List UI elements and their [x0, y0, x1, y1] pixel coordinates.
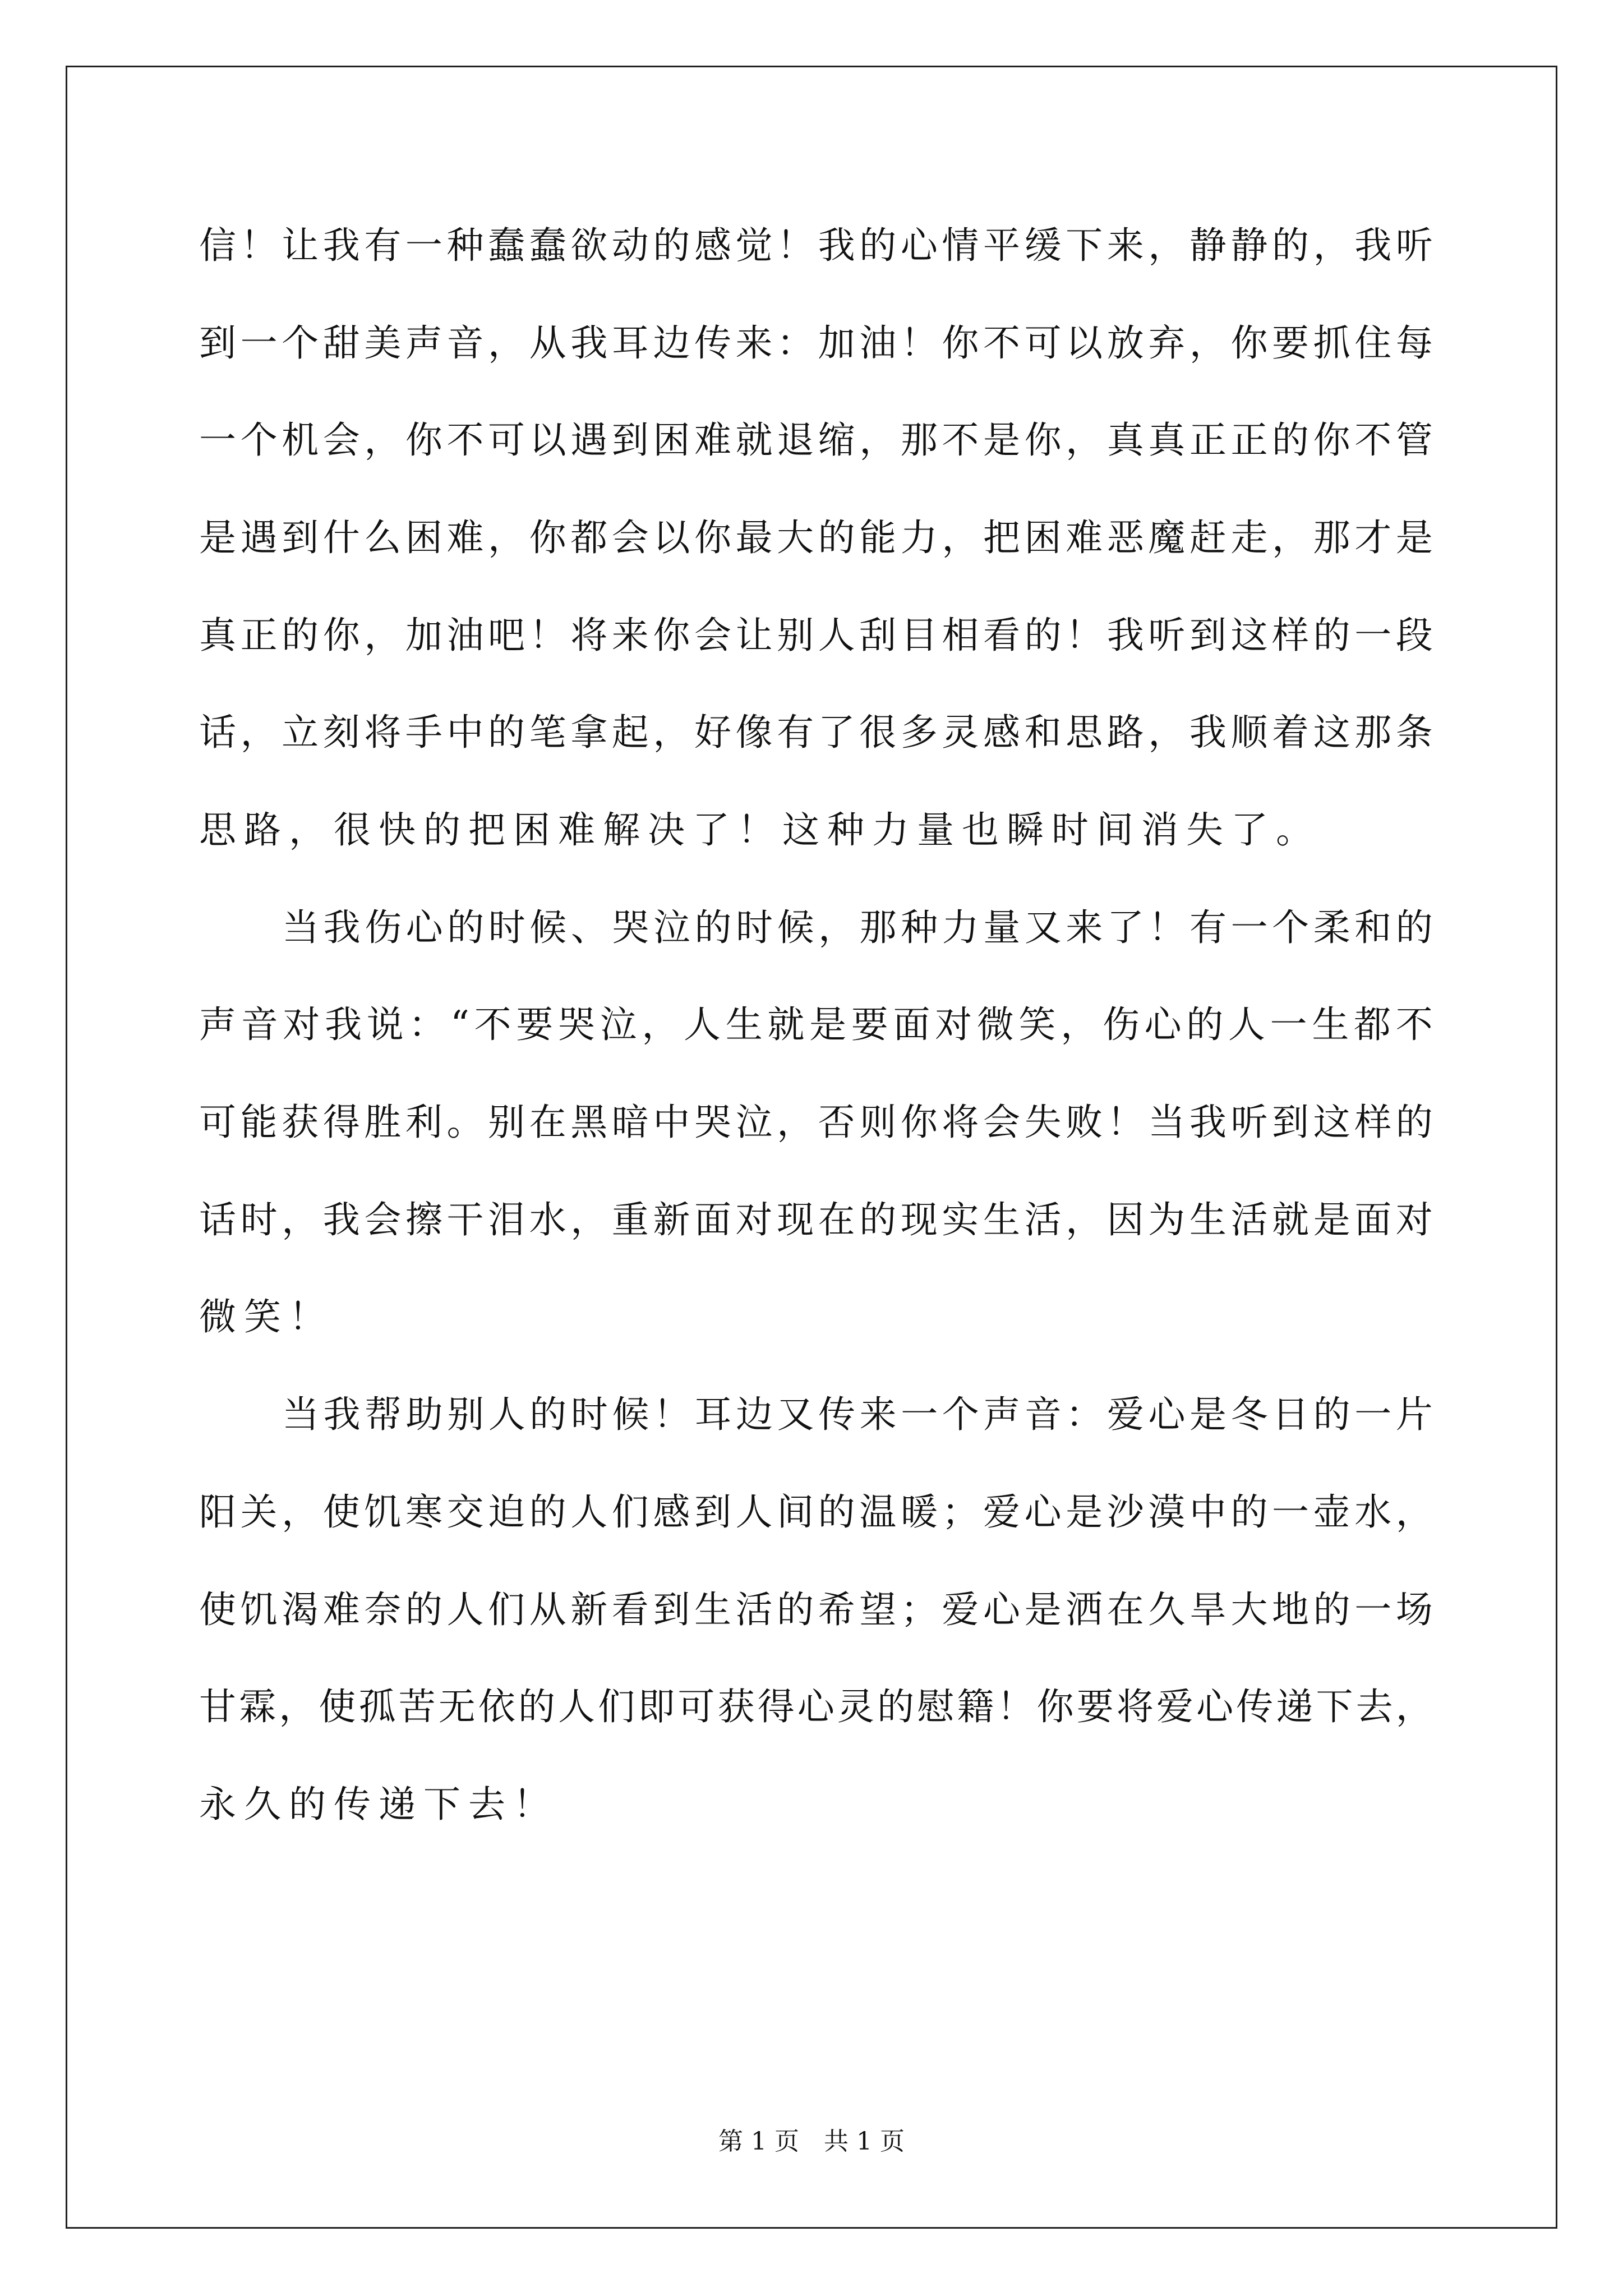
text-line: 永久的传递下去！ — [199, 1783, 558, 1826]
text-line: 真 正 的 你 ， 加 油 吧 ！ 将 来 你 会 让 别 人 刮 目 相 看 的 ！ 我 听 到 这 样 的 一 段 — [199, 614, 1433, 657]
text-line: 信 ！ 让 我 有 一 种 蠢 蠢 欲 动 的 感 觉 ！ 我 的 心 情 平 缓 下 来 ， 静 静 的 ， 我 听 — [199, 224, 1433, 267]
text-line: 思路，很快的把困难解决了！这种力量也瞬时间消失了。 — [199, 808, 1321, 852]
text-line: 一 个 机 会 ， 你 不 可 以 遇 到 困 难 就 退 缩 ， 那 不 是 你 ， 真 真 正 正 的 你 不 管 — [199, 418, 1433, 462]
text-line: 到 一 个 甜 美 声 音 ， 从 我 耳 边 传 来 ： 加 油 ！ 你 不 可 以 放 弃 ， 你 要 抓 住 每 — [199, 321, 1433, 365]
text-line: 话 ， 立 刻 将 手 中 的 笔 拿 起 ， 好 像 有 了 很 多 灵 感 和 思 路 ， 我 顺 着 这 那 条 — [199, 711, 1433, 754]
text-line: 是 遇 到 什 么 困 难 ， 你 都 会 以 你 最 大 的 能 力 ， 把 困 难 恶 魔 赶 走 ， 那 才 是 — [199, 516, 1433, 559]
text-line: 微笑！ — [199, 1295, 334, 1338]
text-line: 当 我 帮 助 别 人 的 时 候 ！ 耳 边 又 传 来 一 个 声 音 ： 爱 心 是 冬 日 的 一 片 — [282, 1393, 1433, 1436]
text-line: 使 饥 渴 难 奈 的 人 们 从 新 看 到 生 活 的 希 望 ； 爱 心 是 洒 在 久 旱 大 地 的 一 场 — [199, 1588, 1433, 1631]
page-number-footer: 第 1 页 共 1 页 — [718, 2127, 905, 2156]
text-line: 声 音 对 我 说 ： “ 不 要 哭 泣 ， 人 生 就 是 要 面 对 微 笑 ， 伤 心 的 人 一 生 都 不 — [199, 1003, 1433, 1046]
text-line: 阳 关 ， 使 饥 寒 交 迫 的 人 们 感 到 人 间 的 温 暖 ； 爱 心 是 沙 漠 中 的 一 壶 水 ， — [199, 1490, 1433, 1534]
text-line: 甘 霖 ， 使 孤 苦 无 依 的 人 们 即 可 获 得 心 灵 的 慰 籍 ！ 你 要 将 爱 心 传 递 下 去 ， — [199, 1685, 1433, 1728]
text-line: 话 时 ， 我 会 擦 干 泪 水 ， 重 新 面 对 现 在 的 现 实 生 活 ， 因 为 生 活 就 是 面 对 — [199, 1198, 1433, 1241]
text-line: 当 我 伤 心 的 时 候 、 哭 泣 的 时 候 ， 那 种 力 量 又 来 了 ！ 有 一 个 柔 和 的 — [282, 906, 1433, 949]
text-line: 可 能 获 得 胜 利 。 别 在 黑 暗 中 哭 泣 ， 否 则 你 将 会 失 败 ！ 当 我 听 到 这 样 的 — [199, 1101, 1433, 1144]
